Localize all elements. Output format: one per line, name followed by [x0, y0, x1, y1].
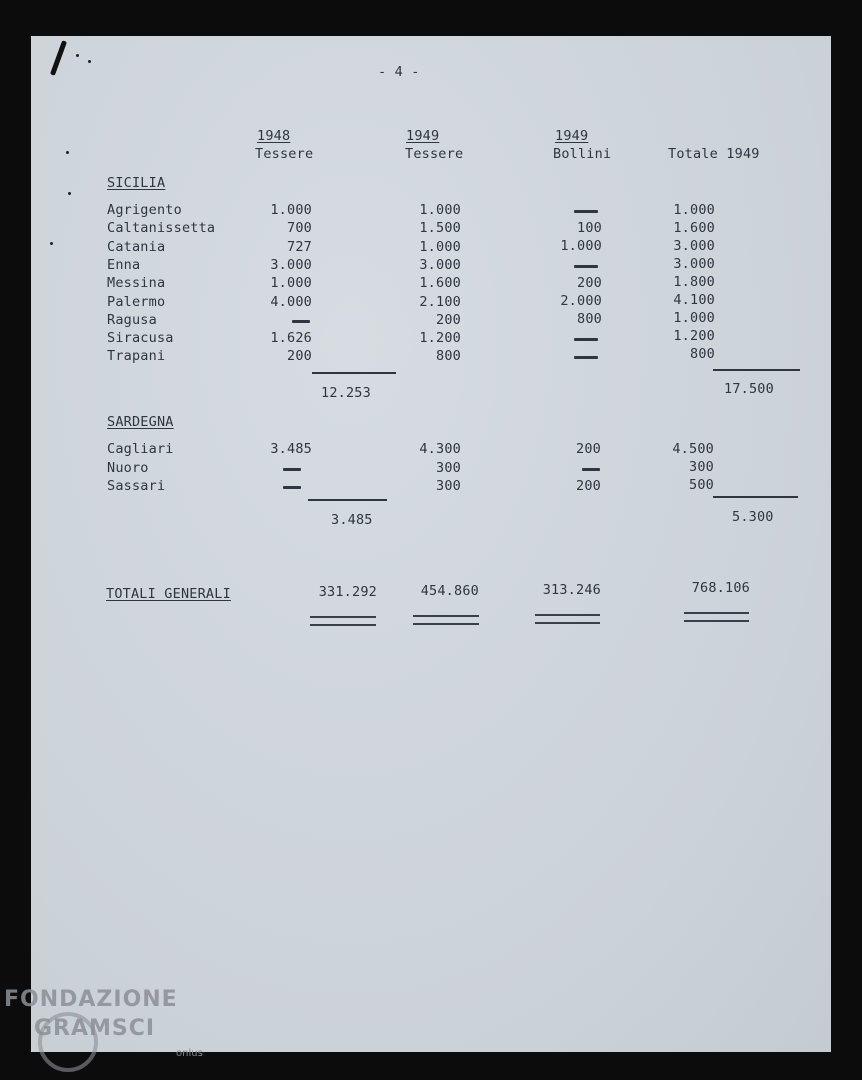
cell-c1: 4.000 [270, 293, 312, 310]
double-rule [310, 616, 376, 626]
subtotal-rule [713, 496, 798, 498]
empty-dash [283, 486, 301, 489]
cell-c4: 1.600 [673, 220, 715, 237]
punch-dot [66, 151, 69, 154]
section-title-sicilia: SICILIA [107, 175, 166, 191]
cell-c3: 200 [576, 477, 601, 494]
cell-c1: 1.000 [270, 202, 312, 218]
row-name: Nuoro [107, 459, 149, 476]
empty-dash [283, 468, 301, 471]
cell-c2: 1.200 [419, 330, 461, 347]
empty-dash [582, 468, 600, 471]
row-name: Enna [107, 256, 141, 273]
cell-c3: 200 [576, 441, 601, 457]
header-col3-label: Bollini [553, 146, 612, 162]
ink-dot [88, 60, 91, 63]
cell-c3: 2.000 [560, 293, 602, 309]
cell-c1: 200 [287, 348, 312, 365]
header-col2-label: Tessere [405, 146, 464, 162]
header-col1-label: Tessere [255, 146, 314, 162]
totali-col2: 454.860 [420, 583, 479, 599]
punch-dot [68, 192, 71, 195]
cell-c4: 4.500 [672, 441, 714, 457]
subtotal-rule [312, 372, 396, 374]
cell-c4: 1.800 [673, 274, 715, 291]
subtotal-rule [713, 369, 800, 371]
section-title-sardegna: SARDEGNA [107, 414, 174, 430]
cell-c1: 3.000 [270, 256, 312, 273]
row-name: Caltanissetta [107, 220, 216, 237]
sicilia-subtotal-total: 17.500 [724, 381, 774, 397]
empty-dash [574, 338, 598, 341]
totali-col1: 331.292 [318, 584, 377, 600]
cell-c2: 300 [436, 459, 461, 476]
row-name: Agrigento [107, 202, 182, 218]
cell-c2: 2.100 [419, 293, 461, 310]
sicilia-subtotal-1948: 12.253 [321, 385, 371, 401]
ink-dot [76, 54, 79, 57]
empty-dash [292, 320, 310, 323]
empty-dash [574, 210, 598, 213]
cell-c2: 1.600 [419, 275, 461, 292]
cell-c2: 1.000 [419, 238, 461, 255]
cell-c4: 500 [689, 477, 714, 494]
row-name: Ragusa [107, 311, 157, 328]
watermark-line1: FONDAZIONE [4, 987, 178, 1012]
cell-c2: 1.000 [419, 202, 461, 218]
row-name: Sassari [107, 478, 166, 494]
empty-dash [574, 265, 598, 268]
cell-c1: 1.000 [270, 275, 312, 292]
cell-c1: 727 [287, 238, 312, 255]
empty-dash [574, 356, 598, 359]
watermark-line2: GRAMSCI [34, 1016, 156, 1041]
cell-c1: 3.485 [270, 441, 312, 457]
row-name: Trapani [107, 348, 166, 365]
totali-col3: 313.246 [542, 582, 601, 598]
sardegna-subtotal-total: 5.300 [732, 509, 774, 525]
row-name: Palermo [107, 293, 166, 310]
row-name: Messina [107, 275, 166, 292]
punch-dot [50, 242, 53, 245]
header-col3-year: 1949 [555, 128, 589, 144]
cell-c4: 800 [690, 346, 715, 363]
cell-c2: 800 [436, 348, 461, 365]
double-rule [535, 614, 600, 624]
totali-col4: 768.106 [691, 580, 750, 596]
cell-c2: 3.000 [419, 256, 461, 273]
cell-c4: 3.000 [673, 256, 715, 273]
cell-c3: 100 [577, 220, 602, 237]
double-rule [413, 615, 479, 625]
cell-c2: 1.500 [419, 220, 461, 237]
header-col4-label: Totale 1949 [668, 146, 760, 162]
cell-c3: 200 [577, 274, 602, 291]
row-name: Catania [107, 238, 166, 255]
cell-c1: 1.626 [270, 330, 312, 347]
cell-c3: 800 [577, 311, 602, 328]
cell-c4: 1.000 [673, 202, 715, 218]
cell-c1: 700 [287, 220, 312, 237]
header-col1-year: 1948 [257, 128, 291, 144]
cell-c2: 200 [436, 311, 461, 328]
cell-c4: 1.200 [673, 328, 715, 345]
sardegna-subtotal-1948: 3.485 [331, 512, 373, 528]
cell-c4: 3.000 [673, 238, 715, 255]
subtotal-rule [308, 499, 387, 501]
cell-c3: 1.000 [560, 238, 602, 255]
cell-c4: 4.100 [673, 292, 715, 309]
row-name: Cagliari [107, 441, 174, 457]
cell-c4: 300 [689, 459, 714, 476]
header-col2-year: 1949 [406, 128, 440, 144]
double-rule [684, 612, 749, 622]
cell-c2: 300 [436, 478, 461, 494]
cell-c2: 4.300 [419, 441, 461, 457]
row-name: Siracusa [107, 330, 174, 347]
watermark-line3: onlus [176, 1048, 203, 1059]
totali-label: TOTALI GENERALI [106, 586, 231, 602]
cell-c4: 1.000 [673, 310, 715, 327]
page-number: - 4 - [378, 64, 420, 80]
